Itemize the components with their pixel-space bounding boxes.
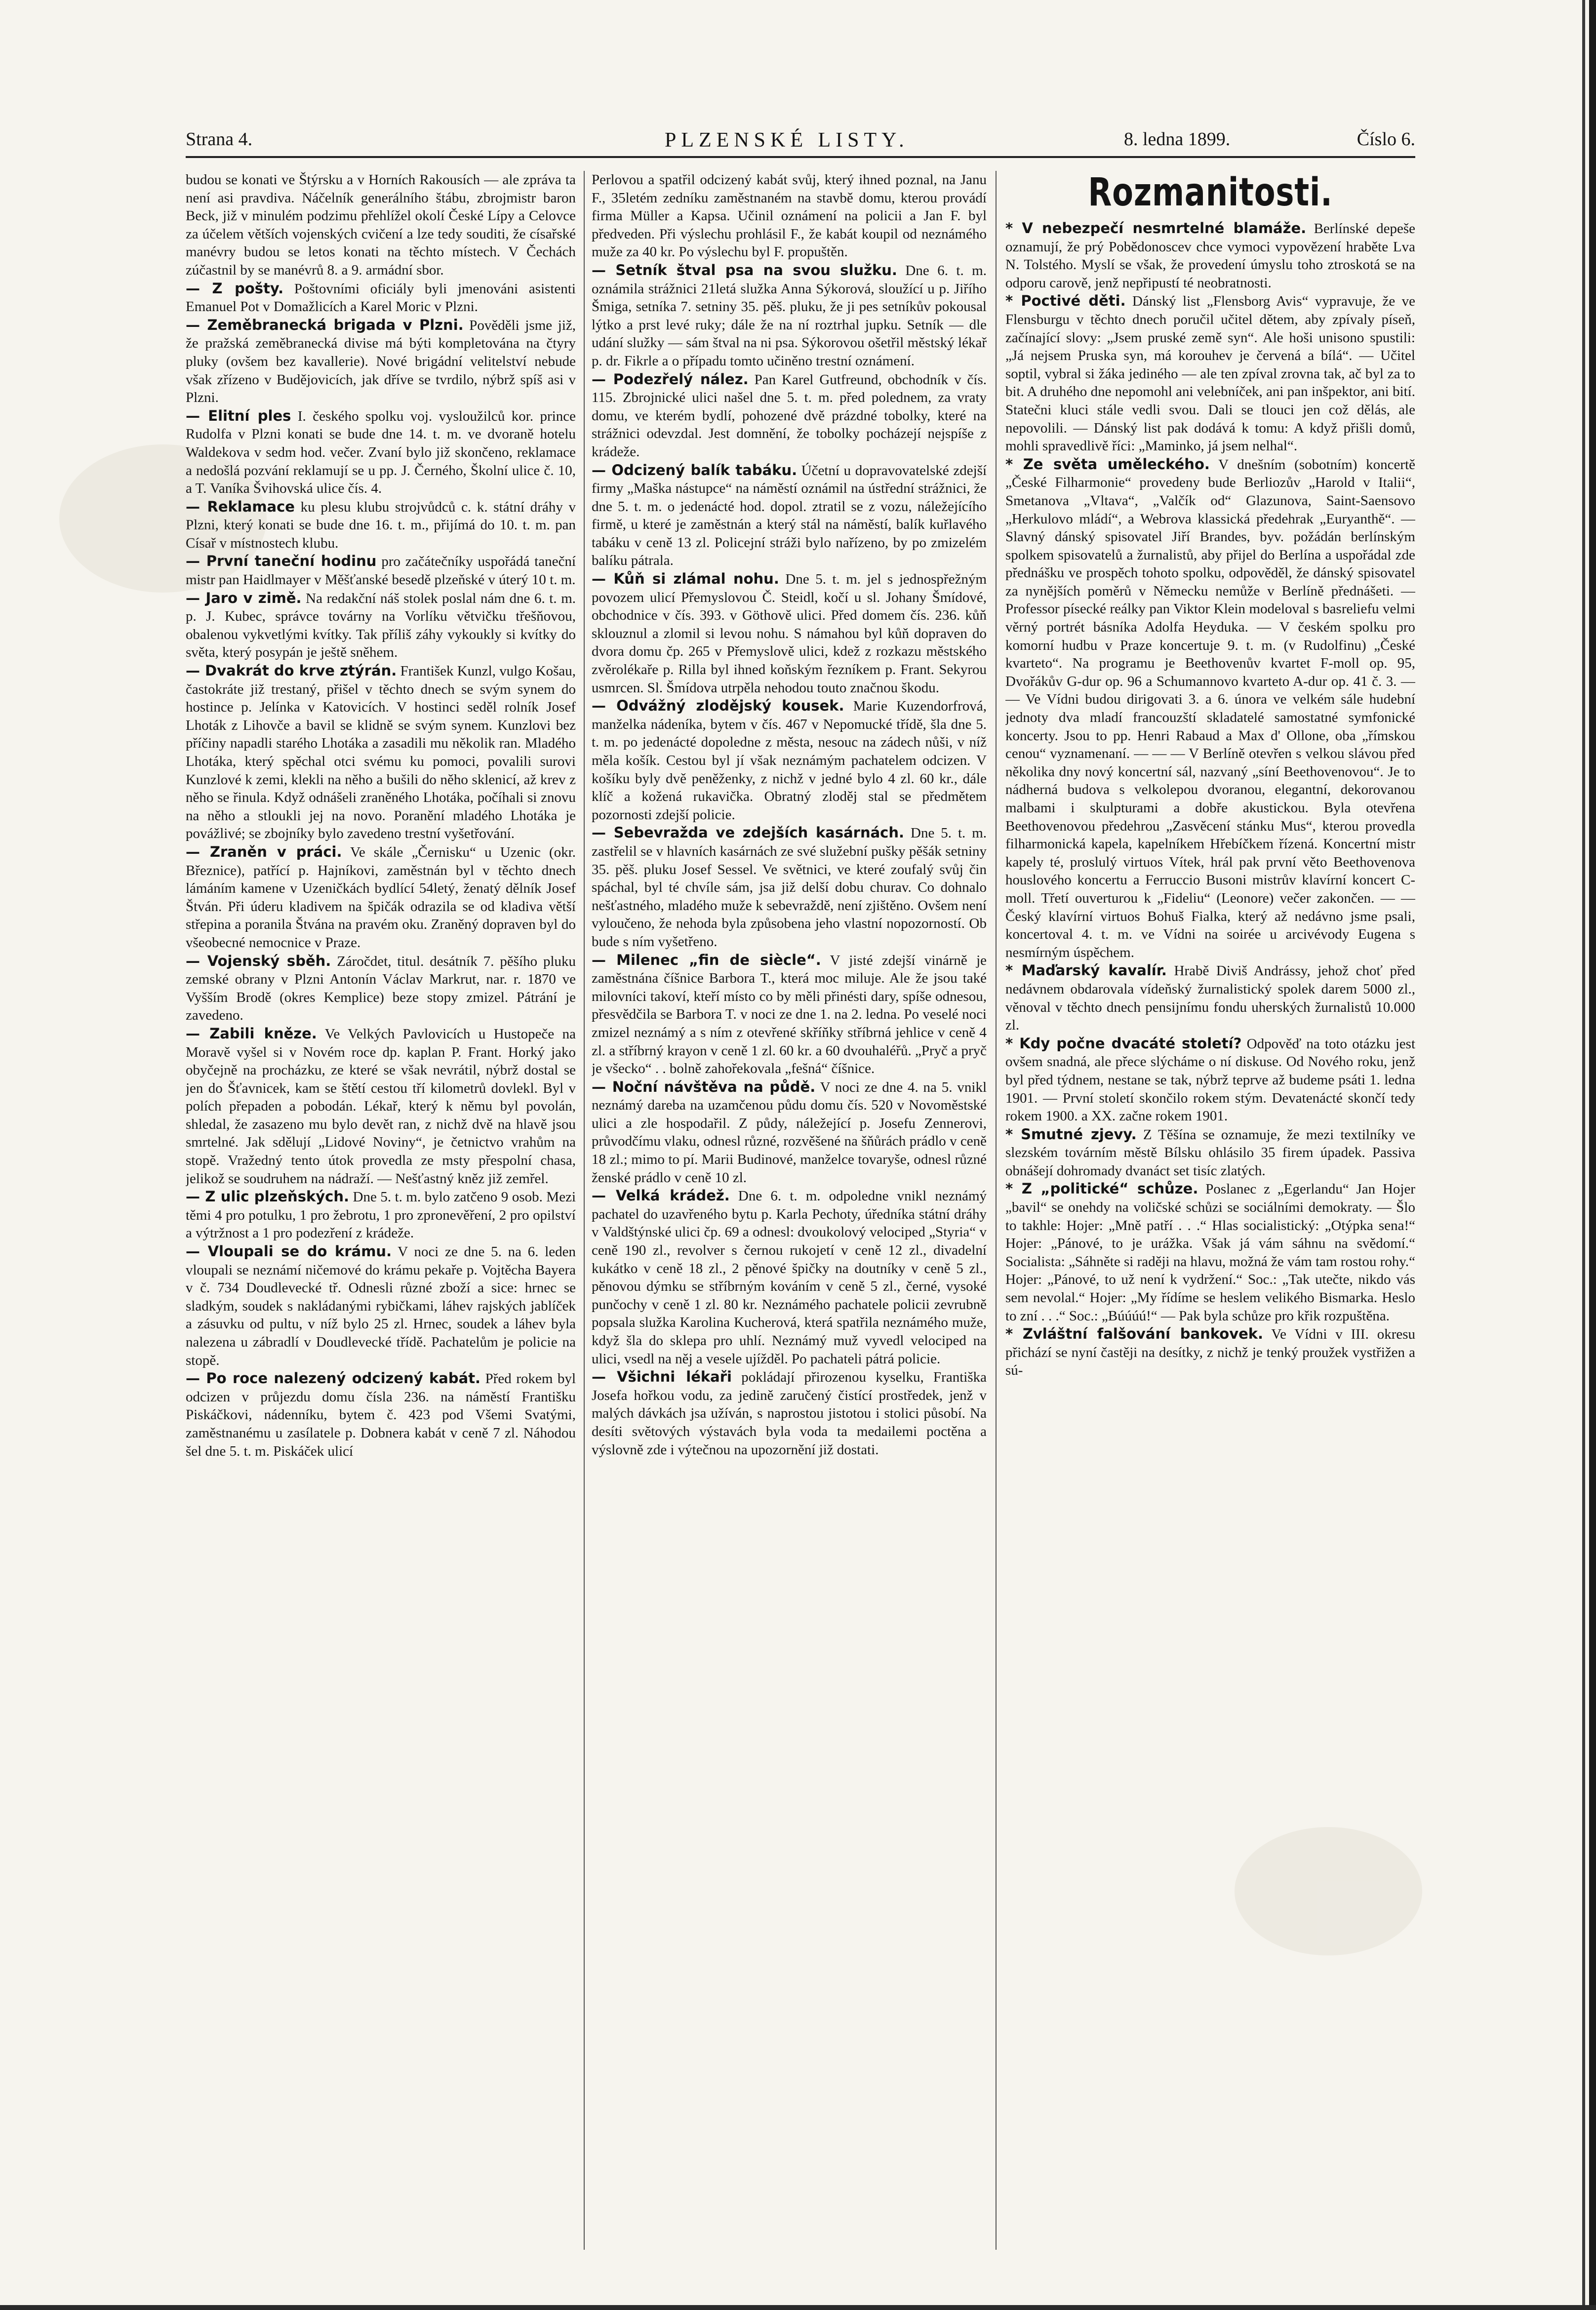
article-text: Dne 6. t. m. odpoledne vnikl neznámý pachatel do uzavřeného bytu p. Karla Pechoty, úředníka státní dráhy v Valdštýnské ulici čp. 69 a odnesl: dvoukolový velociped „Styria“ v ceně 190 zl., revolver s černou rukojetí v ceně 12 zl., divadelní kukátko v ceně 18 zl., 2 pěnové špičky na doutníky v ceně 5 zl., pěnovou dýmku se stříbrným kováním v ceně 5 zl., černé, vysoké punčochy v ceně 1 zl. 80 kr. Neznámého pachatele policii zevrubně popsala služka Karolina Kucherová, která spatřila neznámého muže, když šla do sklepa pro uhlí. Neznámý muž vyvedl velociped na ulici, vsedl na něj a vesele ujížděl. Po pachateli pátrá policie. (592, 1188, 987, 1367)
article-text: Dne 5. t. m. zastřelil se v hlavních kasárnách ze své služební pušky pěšák setniny 35. pěš. pluku Josef Sessel. Ve světnici, ve které zoufalý svůj čin spáchal, byl té chvíle sám, jsa již delší dobu churav. Co dohnalo nešťastného, mladého muže k sebevraždě, není zjištěno. Ovšem není vyloučeno, že nehoda byla způsobena jeho vlastní nopozorností. Ob bude s ním vyšetřeno. (592, 825, 987, 950)
article-headline: * Maďarský kavalír. (1005, 962, 1167, 979)
article-headline: — Z ulic plzeňských. (186, 1188, 350, 1205)
article-text: Dne 5. t. m. jel s jednospřežným povozem ulicí Přemyslovou Č. Steidl, kočí u sl. Johany Šmídové, obchodnice v čís. 393. v Göthově ulici. Před domem čís. 236. kůň sklouznul a zlomil si levou nohu. S námahou byl kůň dopraven do dvora domu čp. 265 v Přemyslově ulici, kdež z rozkazu městského zvěrolékaře p. Rilla byl ihned koňským řezníkem p. Frant. Sekyrou usmrcen. Sl. Šmídova utrpěla nehodou touto značnou škodu. (592, 571, 987, 696)
article-paragraph (592, 171, 987, 261)
article-paragraph (186, 552, 576, 589)
article-paragraph (186, 952, 576, 1025)
article-headline: — Milenec „fin de siècle“. (592, 951, 821, 968)
article-headline: — Zraněn v práci. (186, 843, 342, 860)
article-paragraph (186, 1369, 576, 1460)
article-headline: — Jaro v zimě. (186, 589, 302, 606)
article-paragraph (186, 316, 576, 407)
article-headline: — Sebevražda ve zdejších kasárnách. (592, 824, 905, 841)
article-text: Dne 5. t. m. bylo zatčeno 9 osob. Mezi těmi 4 pro potulku, 1 pro žebrotu, 1 pro zpronevěření, 2 pro opilství a výtržnost a 1 pro podezření z krádeže. (186, 1189, 576, 1241)
article-paragraph (186, 1188, 576, 1242)
article-text: Hrabě Diviš Andrássy, jehož choť před nedávnem obdarovala vídeňský žurnalistický spolek darem 5000 zl., věnoval v těchto dnech pensijnímu fondu uherských žurnalistů 10.000 zl. (1005, 963, 1415, 1034)
article-paragraph (592, 824, 987, 951)
article-paragraph (1005, 1325, 1415, 1380)
article-paragraph (592, 570, 987, 697)
article-headline: — Odcizený balík tabáku. (592, 461, 798, 478)
article-paragraph (592, 370, 987, 461)
article-text: V dnešním (sobotním) koncertě „České Filharmonie“ provedeny bude Berliozův „Harold v Italii“, Smetanova „Vltava“, „Valčík od“ Glazunova, Saint-Saensovo „Herkulovo mládí“, a Webrova klassická předehrak „Euryanthě“. — Slavný dánský spisovatel Jiří Brandes, byv. požádán berlínským spolkem spisovatelů a žurnalistů, aby přijel do Berlína a uspořádal zde přednášku ve prospěch tohoto spolku, odpověděl, že dánský spisovatel za nynějších poměrů v Německu nemůže v Berlíně přednášeti. — Professor písecké reálky pan Viktor Klein modeloval s basreliefu velmi věrný portrét básníka Adolfa Heyduka. — V českém spolku pro komorní hudbu v Praze koncertuje 9. t. m. (v Rudolfinu) „České kvarteto“. Na programu je Beethovenův kvartet F-moll op. 95, Dvořákův G-dur op. 96 a Schumannovo kvarteto A-dur op. 41 č. 3. — — Ve Vídni budou dirigovati 3. a 6. února ve velkém sále hudební jednoty dva mladí francouzští skladatelé samostatné symfonické koncerty. Jsou to pp. Henri Rabaud a Max d' Ollone, oba „římskou cenou“ vyznamenaní. — — — V Berlíně otevřen s velkou slávou před několika dny nový koncertní sál, nazvaný „síní Beethovenovou“. Je to nádherná budova s velkolepou dvoranou, elegantní, dekorovanou malbami i skulpturami a dobře akustickou. Byla otevřena Beethovenovou předehrou „Zasvěcení stánku Mus“, kterou provedla filharmonická kapela, kapelníkem Hřebíčkem řízená. Koncertní mistr kapely té, proslulý virtuos Vítek, hrál pak první věto Beethovenova houslového koncertu a Ferruccio Busoni mistrův klavírní koncert C-moll. Třetí ouverturou k „Fideliu“ (Leonore) večer zakončen. — — Český klavírní virtuos Bohuš Fialka, který až nedávno jsme psali, koncertoval 4. t. m. ve Vídni na soirée u arcivévody Eugena s nesmírným úspěchem. (1005, 456, 1415, 960)
article-headline: * Zvláštní falšování bankovek. (1005, 1325, 1264, 1343)
page-number: Strana 4. (186, 129, 253, 150)
article-headline: — Setník štval psa na svou služku. (592, 261, 897, 279)
article-text: Záročdet, titul. desátník 7. pěšího pluku zemské obrany v Plzni Antonín Václav Markrut, nar. r. 1870 ve Vyšším Brodě (okres Kemplice) beze stopy zmizel. Pátrání je zavedeno. (186, 953, 576, 1024)
article-paragraph (186, 843, 576, 952)
article-paragraph (186, 589, 576, 662)
article-text: V jisté zdejší vinárně je zaměstnána číšnice Barbora T., která moc miluje. Ale že jsou také milovníci takoví, kteří místo co by měli přinésti dary, spíše odnesou, přesvědčila se Barbora T. v noci ze dne 1. na 2. ledna. Po veselé noci zmizel neznámý a s ním z otevřené skříňky stříbrná jehlice v ceně 4 zl. a stříbrný krayon v ceně 1 zl. 60 kr. a 60 dvouhaléřů. „Pryč a pryč je všecko“ . . bolně zahořekovala „fešná“ číšnice. (592, 952, 987, 1077)
article-text: Ve skále „Černisku“ u Uzenic (okr. Březnice), patřící p. Hajníkovi, zaměstnán byl v těchto dnech lámáním kamene v Uzeničkách bydlící 54letý, ženatý dělník Josef Štván. Při úderu kladivem na špičák odrazila se od kladiva větší střepina a poranila Štvána na pravém oku. Zraněný dopraven byl do všeobecné nemocnice v Praze. (186, 844, 576, 951)
article-paragraph (186, 407, 576, 498)
article-text: Ve Vídni v III. okresu přichází se nyní častěji na desítky, z nichž je tenký proužek vystřižen a sú- (1005, 1326, 1415, 1379)
article-paragraph (1005, 1180, 1415, 1325)
page-edge (1582, 0, 1585, 2310)
section-title: Rozmanitosti. (1088, 171, 1333, 215)
article-paragraph (1005, 219, 1415, 292)
article-text: V noci ze dne 4. na 5. vnikl neznámý dareba na uzamčenou půdu domu čís. 520 v Novoměstské ulici a zle hospodařil. Z půdy, náležející p. Josefu Zennerovi, průvodčímu vlaku, odnesl různé, rozvěšené na šňůrách prádlo v ceně 18 zl.; mimo to pí. Marii Budinové, manželce tovaryše, odnesl různé ženské prádlo v ceně 10 zl. (592, 1079, 987, 1186)
article-paragraph (592, 1078, 987, 1187)
issue-date: 8. ledna 1899. (1124, 129, 1231, 150)
column-divider (584, 171, 585, 2250)
page-edge (1589, 0, 1596, 2310)
article-paragraph (186, 1025, 576, 1188)
header-rule (186, 156, 1415, 158)
article-headline: — Odvážný zlodějský kousek. (592, 697, 844, 715)
article-text: Pan Karel Gutfreund, obchodník v čís. 115. Zbrojnické ulici našel dne 5. t. m. před polednem, za vraty domu, ve kterém bydlí, pohozené dvě prázdné tobolky, které na strážnici odevzdal. Jest domnění, že tobolky pocházejí nejspíše z krádeže. (592, 371, 987, 460)
article-headline: — Podezřelý nález. (592, 370, 749, 388)
article-headline: * Kdy počne dvacáté století? (1005, 1035, 1242, 1052)
article-text: Před rokem byl odcizen v průjezdu domu čísla 236. na náměstí Františku Piskáčkovi, nádenníku, bytem č. 423 pod Všemi Svatými, zaměstnanému u zasílatele p. Dobnera kabát v ceně 7 zl. Náhodou šel dne 5. t. m. Piskáček ulicí (186, 1371, 576, 1459)
article-text: pro začátečníky uspořádá taneční mistr pan Haidlmayer v Měšťanské besedě plzeňské v úterý 10 t. m. (186, 554, 576, 588)
article-text: I. českého spolku voj. vysloužilců kor. prince Rudolfa v Plzni konati se bude dne 14. t. m. ve dvoraně hotelu Waldekova v sedm hod. večer. Zvaní bylo již skončeno, reklamace a nedošlá pozvání reklamují se u pp. J. Černého, Školní ulice č. 10, a T. Vaníka Švihovská ulice čís. 4. (186, 408, 576, 497)
article-paragraph (186, 662, 576, 843)
article-text: Ve Velkých Pavlovicích u Hustopeče na Moravě vyšel si v Novém roce dp. kaplan P. Frant. Horký jako obyčejně na procházku, ze které se však nevrátil, nýbrž dostal se jen do Šťavnicek, kam se štětí cestou tří kilometrů dovlekl. Byl v polích přepaden a pobodán. Lékař, který k němu byl povolán, shledal, že zasazeno mu bylo devět ran, z nichž dvě na hlavě jsou smrtelné. Jak sdělují „Lidové Noviny“, je četnictvo vrahům na stopě. Vražedný tento útok provedla ze msty přespolní chasa, jelikož se soudruhem na nádraží. — Nešťastný kněz již zemřel. (186, 1026, 576, 1187)
article-headline: — Reklamace (186, 498, 295, 515)
article-headline: * Ze světa uměleckého. (1005, 455, 1210, 473)
article-headline: — Velká krádež. (592, 1187, 730, 1204)
article-text: ku plesu klubu strojvůdců c. k. státní dráhy v Plzni, který konati se bude dne 16. t. m., přijímá do 10. t. m. pan Císař v místnostech klubu. (186, 499, 576, 551)
article-text: Poslanec z „Egerlandu“ Jan Hojer „bavil“ se onehdy na voličské schůzi se sociálními demokraty. — Šlo to takhle: Hojer: „Mně patří . . .“ Hlas socialistický: „Otýpka sena!“ Hojer: „Pánové, to je urážka. Však já vám sáhnu na svědomí.“ Socialista: „Sáhněte si raději na hlavu, možná že vám tam rostou rohy.“ Hojer: „Pánové, to už není k vydržení.“ Soc.: „Tak utečte, nikdo vás sem nevolal.“ Hojer: „My řídíme se heslem velikého Bismarka. Heslo to zní . . .“ Soc.: „Búúúú!“ — Pak byla schůze pro křik rozpuštěna. (1005, 1181, 1415, 1324)
article-text: Účetní u dopravovatelské zdejší firmy „Maška nástupce“ na náměstí oznámil na ústřední strážnici, že dne 5. t. m. o jedenácté hod. dopol. ztratil se z vozu, náležejícího firmě, u které je zaměstnán a který stál na náměstí, balík kuřlavého tabáku v ceně 13 zl. Policejní stráži bylo nařízeno, by po zmizelém balíku pátrala. (592, 462, 987, 569)
article-headline: — Dvakrát do krve ztýrán. (186, 662, 397, 679)
article-paragraph (1005, 961, 1415, 1034)
page-header (186, 124, 1415, 154)
article-headline: — Vloupali se do krámu. (186, 1243, 392, 1260)
article-text: Perlovou a spatřil odcizený kabát svůj, který ihned poznal, na Janu F., 35letém zedníku zaměstnaném na stavbě domu, kterou provádí firma Müller a Kapsa. Učinil oznámení na policii a Jan F. byl předveden. Při výslechu prohlásil F., že kabát koupil od neznámého muže za 40 kr. Po výslechu byl F. propuštěn. (592, 172, 987, 260)
article-text: V noci ze dne 5. na 6. leden vloupali se neznámí ničemové do krámu pekaře p. Vojtěcha Bayera v č. 734 Doudlevecké tř. Odnesli různé zboží a sice: hrnec se sladkým, soudek s nakládanými rybičkami, láhev rajských jablíček a zásuvku od pultu, v níž bylo 25 zl. Hrnec, soudek a láhev byla nalezena u zábradlí v Doudlevecké třídě. Pachatelům je policie na stopě. (186, 1244, 576, 1368)
article-headline: — Všichni lékaři (592, 1368, 732, 1386)
article-text: Berlínské depeše oznamují, že prý Pobědonoscev chce vymoci vypovězení hraběte Lva N. Tolstého. Myslí se však, že provedení úmyslu toho ztroskotá se na odporu carově, jenž nepřipustí té neobratnosti. (1005, 221, 1415, 291)
article-paragraph (592, 951, 987, 1078)
article-text: Z Těšína se oznamuje, že mezi textilníky ve slezském továrním městě Bílsku ohlásilo 35 firem úpadek. Passiva obnášejí dohromady dvanáct set tisíc zlatých. (1005, 1126, 1415, 1179)
article-paragraph (1005, 1125, 1415, 1180)
article-paragraph (186, 171, 576, 279)
article-text: Poštovními oficiály byli jmenováni asistenti Emanuel Pot v Domažlicích a Karel Moric v Plzni. (186, 280, 576, 315)
article-headline: — Elitní ples (186, 407, 291, 424)
article-headline: — Kůň si zlámal nohu. (592, 570, 779, 588)
article-text: František Kunzl, vulgo Košau, častokráte již trestaný, přišel v těchto dnech se svým synem do hostince p. Jelínka v Katovicích. V hostinci seděl rolník Josef Lhoták z Lihovče a bavil se klidně se svým synem. Kunzlovi bez příčiny napadli starého Lhotáka a zasadili mu několik ran. Mladého Lhotáka, který spěchal otci svému ku pomoci, povalili surovi Kunzlové k zemi, klekli na něho a bušili do něho sklenicí, až krev z něho se řinula. Když odnášeli zraněného Lhotáka, počíhali si znovu na něho a stloukli jej na novo. Poranění mladého Lhotáka je povážlivé; se zbojníky bylo zavedeno trestní vyšetřování. (186, 663, 576, 842)
article-paragraph (592, 1187, 987, 1368)
article-paragraph (592, 697, 987, 824)
page-edge (0, 2305, 1596, 2310)
issue-number: Číslo 6. (1357, 129, 1415, 150)
article-paragraph (186, 279, 576, 316)
article-text: Marie Kuzendorfrová, manželka nádeníka, bytem v čís. 467 v Nepomucké třídě, šla dne 5. t. m. po jedenácté dopoledne z města, nesouc na zádech nůši, v níž měla košík. Cestou byl jí však neznámým pachatelem odcizen. V košíku byly dvě peněženky, z nichž v jedné bylo 4 zl. 60 kr., dále klíč a kožená rukavička. Obratný zloděj stal se předmětem pozornosti zdejší policie. (592, 698, 987, 823)
article-paragraph (186, 498, 576, 553)
article-headline: — Zabili kněze. (186, 1025, 317, 1042)
article-text: Dne 6. t. m. oznámila strážnici 21letá služka Anna Sýkorová, sloužící u p. Jiřího Šmiga, setníka 7. setniny 35. pěš. pluku, že ji pes setníkův pokousal lýtko a prst levé ruky; dále že na ní roztrhal jupku. Setník — dle udání služky — sám štval na ni psa. Sýkorovou ošetřil městský lékař p. dr. Fikrle a o případu tomto učiněno trestní oznámení. (592, 262, 987, 369)
article-text: budou se konati ve Štýrsku a v Horních Rakousích — ale zpráva ta není asi pravdiva. Náčelník generálního štábu, zbrojmistr baron Beck, již v minulém podzimu přehlížel okolí České Lípy a Celovce za účelem větších vojenských cvičení a lze tedy souditi, že císařské manévry budou se letos konati na těchto místech. V Čechách zúčastnil by se manévrů 8. a 9. armádní sbor. (186, 172, 576, 278)
article-headline: — Z pošty. (186, 279, 284, 297)
article-headline: * Poctivé děti. (1005, 292, 1126, 310)
article-headline: — Po roce nalezený odcizený kabát. (186, 1370, 481, 1387)
article-paragraph (592, 461, 987, 570)
article-headline: * Smutné zjevy. (1005, 1125, 1137, 1143)
article-paragraph (1005, 455, 1415, 962)
newspaper-title: PLZENSKÉ LISTY. (665, 129, 909, 152)
article-headline: * V nebezpečí nesmrtelné blamáže. (1005, 220, 1307, 237)
article-headline: — Noční návštěva na půdě. (592, 1078, 816, 1095)
article-paragraph (1005, 292, 1415, 455)
article-paragraph (186, 1242, 576, 1369)
article-text: Pověděli jsme již, že pražská zeměbranecká divise má býti kompletována na čtyry pluky (ovšem bez kavallerie). Nové brigádní velitelství nebude však zřízeno v Budějovicích, jak dříve se tvrdilo, nýbrž spíš asi v Plzni. (186, 317, 576, 406)
article-text: Na redakční náš stolek poslal nám dne 6. t. m. p. J. Kubec, správce továrny na Vorlíku větvičku třešňovou, obalenou vykvetlými kvítky. Tak příliš záhy vykoukly si kvítky do světa, který posypán je ještě sněhem. (186, 590, 576, 661)
column-divider (996, 171, 997, 2250)
column-2 (592, 171, 987, 2250)
column-3 (1005, 171, 1415, 2250)
article-paragraph (1005, 1035, 1415, 1125)
column-1 (186, 171, 576, 2250)
article-text: Dánský list „Flensborg Avis“ vypravuje, že ve Flensburgu v těchto dnech poručil učitel dětem, aby zpívaly píseň, začínající slovy: „Jsem pruské země syn“. Ale hoši unisono spustili: „Já nejsem Pruska syn, má korouhev je červená a bílá“. — Učitel soptil, vybral si žáka jediného — ale ten zpíval zrovna tak, ač byl za to bit. A druhého dne nepomohl ani velebníček, ani pan inšpektor, ani bití. Statečni kluci stále vedli svou. Dali se tlouci jen což dělás, ale nepovolili. — Dánský list pak dodává k tomu: A když přišli domů, mohli spravedlivě říci: „Maminko, já jsem nelhal“. (1005, 293, 1415, 454)
article-headline: — Vojenský sběh. (186, 952, 331, 969)
article-headline: — Zeměbranecká brigada v Plzni. (186, 316, 464, 333)
article-paragraph (592, 261, 987, 370)
article-headline: — První taneční hodinu (186, 553, 377, 570)
article-text: pokládají přirozenou kyselku, Františka Josefa hořkou vodu, za jedině zaručený čistící prostředek, jenž v malých dávkách jsa užíván, s naprostou jistotou i stolici působí. Na desíti světových výstavách byla voda ta medailemi poctěna a výslovně zde i výtečnou na upozornění již dostati. (592, 1369, 987, 1458)
article-headline: * Z „politické“ schůze. (1005, 1180, 1198, 1197)
article-paragraph (592, 1368, 987, 1459)
article-text: Odpověď na toto otázku jest ovšem snadná, ale přece slýcháme o ní diskuse. Od Nového roku, jenž byl před týdnem, nestane se tak, nýbrž teprve až budeme psáti 1. ledna 1901. — První století skončilo rokem stým. Devatenácté skončí tedy rokem 1900. a XX. začne rokem 1901. (1005, 1036, 1415, 1124)
